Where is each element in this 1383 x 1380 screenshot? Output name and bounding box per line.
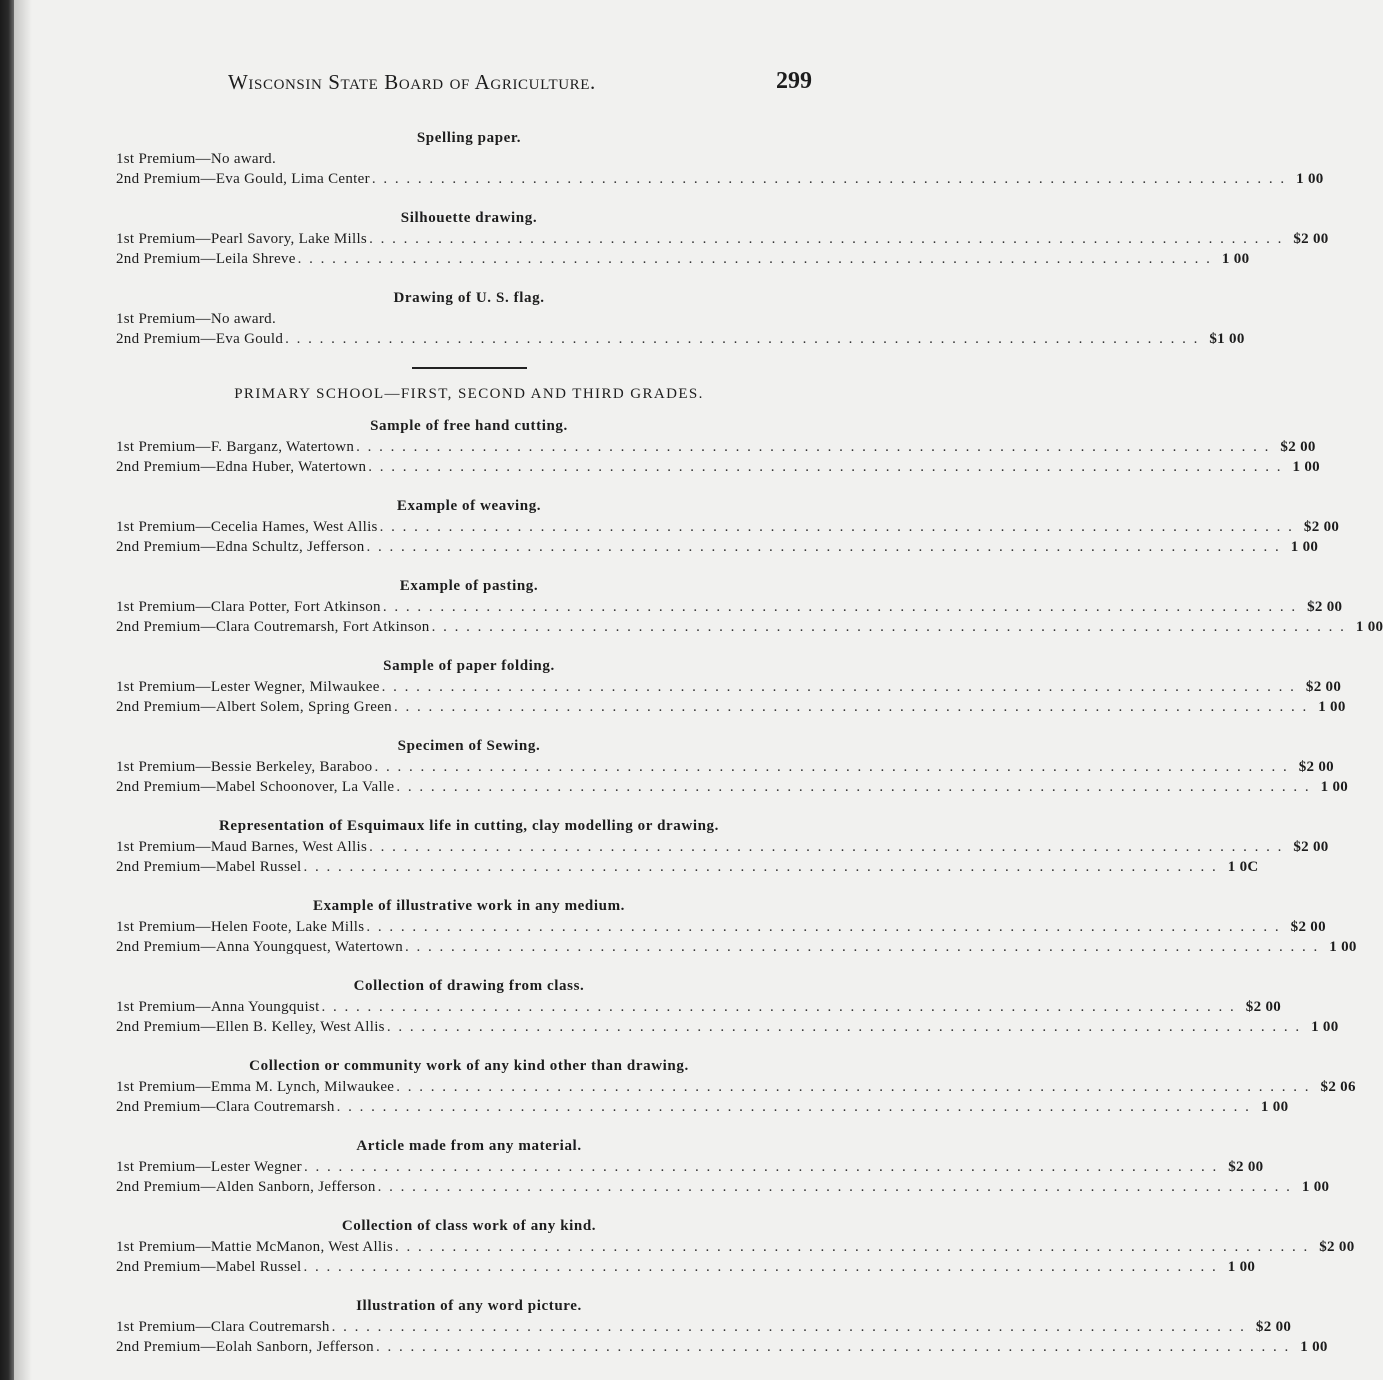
premium-entry [116,457,1320,477]
section-title: Drawing of U. S. flag. [393,290,545,306]
book-spine-shadow [0,0,14,1380]
premium-entry [116,329,1245,349]
leader-dots: . . . . . . . . . . . . . . . . . . . . . . . . . . . . . . . . . . . . . . . . . . . . . . . . . . . . . . . . . . . . . . . . . . . . . . . . . . . . . . . . [356,439,1271,455]
premium-entry [116,437,1316,457]
premium-label: 1st Premium—Clara Potter, Fort Atkinson [116,599,381,615]
premium-entry [116,309,822,329]
section-title: Example of pasting. [399,578,539,594]
leader-dots: . . . . . . . . . . . . . . . . . . . . . . . . . . . . . . . . . . . . . . . . . . . . . . . . . . . . . . . . . . . . . . . . . . . . . . . . . . . . . . . . [396,1079,1311,1095]
leader-dots: . . . . . . . . . . . . . . . . . . . . . . . . . . . . . . . . . . . . . . . . . . . . . . . . . . . . . . . . . . . . . . . . . . . . . . . . . . . . . . . . [381,679,1296,695]
premium-entry [116,229,1329,249]
leader-dots: . . . . . . . . . . . . . . . . . . . . . . . . . . . . . . . . . . . . . . . . . . . . . . . . . . . . . . . . . . . . . . . . . . . . . . . . . . . . . . . . [379,519,1294,535]
premium-label: 1st Premium—Helen Foote, Lake Mills [116,919,365,935]
gutter-shadow [14,0,32,1380]
premium-amount: 1 00 [1260,1099,1289,1115]
premium-label: 1st Premium—Emma M. Lynch, Milwaukee [116,1079,395,1095]
leader-dots: . . . . . . . . . . . . . . . . . . . . . . . . . . . . . . . . . . . . . . . . . . . . . . . . . . . . . . . . . . . . . . . . . . . . . . . . . . . . . . . . [377,1179,1292,1195]
premium-entry [116,149,822,169]
section-title: Collection or community work of any kind other than drawing. [249,1058,689,1074]
leader-dots: . . . . . . . . . . . . . . . . . . . . . . . . . . . . . . . . . . . . . . . . . . . . . . . . . . . . . . . . . . . . . . . . . . . . . . . . . . . . . . . . [297,251,1212,267]
premium-amount: 1 00 [1320,779,1349,795]
premium-amount: 1 00 [1300,1339,1328,1355]
premium-amount: 1 00 [1292,459,1320,475]
grade-heading: PRIMARY SCHOOL—FIRST, SECOND AND THIRD GRADES. [234,386,704,402]
premium-amount: $1 00 [1209,331,1245,347]
premium-label: 1st Premium—Mattie McManon, West Allis [116,1239,393,1255]
sections-before-rule [116,127,1329,349]
premium-section [116,207,1329,269]
section-title: Representation of Esquimaux life in cutting, clay modelling or drawing. [219,818,719,834]
premium-section [116,415,1320,477]
premium-entry [116,1317,1292,1337]
leader-dots: . . . . . . . . . . . . . . . . . . . . . . . . . . . . . . . . . . . . . . . . . . . . . . . . . . . . . . . . . . . . . . . . . . . . . . . . . . . . . . . . [382,599,1298,615]
premium-section [116,575,1383,637]
section-title: Spelling paper. [416,130,522,146]
premium-label: 1st Premium—Lester Wegner, Milwaukee [116,679,380,695]
premium-label: 1st Premium—Clara Coutremarsh [116,1319,330,1335]
premium-label: 1st Premium—Bessie Berkeley, Baraboo [116,759,373,775]
premium-label: 1st Premium—No award. [116,311,277,327]
section-title: Silhouette drawing. [400,210,538,226]
premium-entry [116,1077,1356,1097]
premium-entry [116,937,1357,957]
premium-entry [116,537,1319,557]
premium-amount: $2 00 [1290,919,1326,935]
premium-entry [116,757,1334,777]
section-title: Sample of paper folding. [383,658,555,674]
premium-entry [116,1017,1339,1037]
leader-dots: . . . . . . . . . . . . . . . . . . . . . . . . . . . . . . . . . . . . . . . . . . . . . . . . . . . . . . . . . . . . . . . . . . . . . . . . . . . . . . . . [431,619,1346,635]
premium-section [116,895,1357,957]
premium-amount: 1 00 [1301,1179,1330,1195]
premium-entry [116,517,1340,537]
premium-amount: $2 00 [1293,231,1329,247]
premium-label: 1st Premium—Maud Barnes, West Allis [116,839,368,855]
premium-label: 2nd Premium—Clara Coutremarsh, Fort Atkinson [116,619,430,635]
leader-dots: . . . . . . . . . . . . . . . . . . . . . . . . . . . . . . . . . . . . . . . . . . . . . . . . . . . . . . . . . . . . . . . . . . . . . . . . . . . . . . . . [369,839,1284,855]
premium-entry [116,1157,1264,1177]
leader-dots: . . . . . . . . . . . . . . . . . . . . . . . . . . . . . . . . . . . . . . . . . . . . . . . . . . . . . . . . . . . . . . . . . . . . . . . . . . . . . . . . [368,459,1283,475]
section-title: Sample of free hand cutting. [370,418,568,434]
premium-amount: 1 00 [1318,699,1346,715]
premium-amount: 1 00 [1290,539,1319,555]
running-head: Wisconsin State Board of Agriculture. [228,70,596,94]
premium-entry [116,1237,1355,1257]
premium-entry [116,1177,1330,1197]
premium-label: 1st Premium—Cecelia Hames, West Allis [116,519,378,535]
premium-amount: $2 00 [1280,439,1316,455]
premium-section [116,1215,1355,1277]
premium-section [116,127,1324,189]
premium-entry [116,837,1329,857]
premium-entry [116,169,1324,189]
premium-label: 2nd Premium—Eva Gould [116,331,284,347]
premium-section [116,655,1346,717]
premium-label: 1st Premium—Lester Wegner [116,1159,302,1175]
premium-amount: 1 00 [1355,619,1383,635]
section-title: Specimen of Sewing. [397,738,541,754]
premium-entry [116,617,1383,637]
premium-entry [116,857,1259,877]
leader-dots: . . . . . . . . . . . . . . . . . . . . . . . . . . . . . . . . . . . . . . . . . . . . . . . . . . . . . . . . . . . . . . . . . . . . . . . . . . . . . . . . [369,231,1284,247]
premium-label: 2nd Premium—Mabel Russel [116,1259,302,1275]
premium-entry [116,597,1343,617]
leader-dots: . . . . . . . . . . . . . . . . . . . . . . . . . . . . . . . . . . . . . . . . . . . . . . . . . . . . . . . . . . . . . . . . . . . . . . . . . . . . . . . . [303,1159,1219,1175]
premium-amount: 1 00 [1221,251,1250,267]
section-title: Illustration of any word picture. [356,1298,582,1314]
premium-amount: 1 00 [1296,171,1324,187]
leader-dots: . . . . . . . . . . . . . . . . . . . . . . . . . . . . . . . . . . . . . . . . . . . . . . . . . . . . . . . . . . . . . . . . . . . . . . . . . . . . . . . . [376,1339,1291,1355]
leader-dots: . . . . . . . . . . . . . . . . . . . . . . . . . . . . . . . . . . . . . . . . . . . . . . . . . . . . . . . . . . . . . . . . . . . . . . . . . . . . . . . . [285,331,1200,347]
section-title: Collection of drawing from class. [353,978,585,994]
premium-label: 2nd Premium—Eva Gould, Lima Center [116,171,370,187]
leader-dots: . . . . . . . . . . . . . . . . . . . . . . . . . . . . . . . . . . . . . . . . . . . . . . . . . . . . . . . . . . . . . . . . . . . . . . . . . . . . . . . . [405,939,1320,955]
premium-section [116,815,1329,877]
leader-dots: . . . . . . . . . . . . . . . . . . . . . . . . . . . . . . . . . . . . . . . . . . . . . . . . . . . . . . . . . . . . . . . . . . . . . . . . . . . . . . . . [366,919,1281,935]
premium-label: 2nd Premium—Edna Schultz, Jefferson [116,539,365,555]
premium-section [116,1055,1356,1117]
page-number: 299 [776,68,812,94]
leader-dots: . . . . . . . . . . . . . . . . . . . . . . . . . . . . . . . . . . . . . . . . . . . . . . . . . . . . . . . . . . . . . . . . . . . . . . . . . . . . . . . . [395,1239,1310,1255]
section-title: Article made from any material. [356,1138,582,1154]
leader-dots: . . . . . . . . . . . . . . . . . . . . . . . . . . . . . . . . . . . . . . . . . . . . . . . . . . . . . . . . . . . . . . . . . . . . . . . . . . . . . . . . [393,699,1309,715]
premium-entry [116,777,1349,797]
leader-dots: . . . . . . . . . . . . . . . . . . . . . . . . . . . . . . . . . . . . . . . . . . . . . . . . . . . . . . . . . . . . . . . . . . . . . . . . . . . . . . . . [321,999,1236,1015]
section-title: Collection of class work of any kind. [341,1218,597,1234]
leader-dots: . . . . . . . . . . . . . . . . . . . . . . . . . . . . . . . . . . . . . . . . . . . . . . . . . . . . . . . . . . . . . . . . . . . . . . . . . . . . . . . . [374,759,1289,775]
leader-dots: . . . . . . . . . . . . . . . . . . . . . . . . . . . . . . . . . . . . . . . . . . . . . . . . . . . . . . . . . . . . . . . . . . . . . . . . . . . . . . . . [336,1099,1251,1115]
premium-section [116,495,1340,557]
premium-label: 1st Premium—Pearl Savory, Lake Mills [116,231,368,247]
leader-dots: . . . . . . . . . . . . . . . . . . . . . . . . . . . . . . . . . . . . . . . . . . . . . . . . . . . . . . . . . . . . . . . . . . . . . . . . . . . . . . . . [303,859,1218,875]
premium-section [116,1135,1330,1197]
premium-entry [116,249,1250,269]
premium-amount: $2 00 [1319,1239,1355,1255]
premium-label: 2nd Premium—Albert Solem, Spring Green [116,699,392,715]
premium-entry [116,1097,1289,1117]
premium-label: 2nd Premium—Eolah Sanborn, Jefferson [116,1339,374,1355]
premium-amount: $2 00 [1228,1159,1264,1175]
premium-label: 2nd Premium—Alden Sanborn, Jefferson [116,1179,376,1195]
premium-label: 2nd Premium—Leila Shreve [116,251,296,267]
leader-dots: . . . . . . . . . . . . . . . . . . . . . . . . . . . . . . . . . . . . . . . . . . . . . . . . . . . . . . . . . . . . . . . . . . . . . . . . . . . . . . . . [331,1319,1246,1335]
sections-after-rule [116,415,1383,1357]
premium-label: 2nd Premium—Edna Huber, Watertown [116,459,367,475]
premium-label: 2nd Premium—Ellen B. Kelley, West Allis [116,1019,385,1035]
premium-amount: $2 00 [1255,1319,1292,1335]
section-title: Example of weaving. [396,498,542,514]
premium-entry [116,677,1342,697]
premium-entry [116,997,1282,1017]
leader-dots: . . . . . . . . . . . . . . . . . . . . . . . . . . . . . . . . . . . . . . . . . . . . . . . . . . . . . . . . . . . . . . . . . . . . . . . . . . . . . . . . [303,1259,1218,1275]
page-body [116,127,1383,1375]
premium-amount: $2 00 [1307,599,1343,615]
premium-amount: 1 00 [1227,1259,1256,1275]
premium-amount: $2 06 [1320,1079,1356,1095]
premium-label: 2nd Premium—Clara Coutremarsh [116,1099,335,1115]
premium-label: 1st Premium—Anna Youngquist [116,999,320,1015]
leader-dots: . . . . . . . . . . . . . . . . . . . . . . . . . . . . . . . . . . . . . . . . . . . . . . . . . . . . . . . . . . . . . . . . . . . . . . . . . . . . . . . . [396,779,1311,795]
premium-section [116,735,1349,797]
section-title: Example of illustrative work in any medium. [312,898,626,914]
leader-dots: . . . . . . . . . . . . . . . . . . . . . . . . . . . . . . . . . . . . . . . . . . . . . . . . . . . . . . . . . . . . . . . . . . . . . . . . . . . . . . . . [366,539,1281,555]
premium-amount: $2 00 [1293,839,1329,855]
premium-entry [116,697,1346,717]
premium-label: 2nd Premium—Anna Youngquest, Watertown [116,939,403,955]
premium-entry [116,1257,1256,1277]
premium-amount: 1 0C [1227,859,1259,875]
premium-amount: $2 00 [1298,759,1334,775]
premium-label: 2nd Premium—Mabel Russel [116,859,302,875]
premium-amount: $2 00 [1303,519,1340,535]
premium-amount: 1 00 [1311,1019,1339,1035]
premium-amount: $2 00 [1305,679,1342,695]
premium-section [116,975,1339,1037]
premium-label: 2nd Premium—Mabel Schoonover, La Valle [116,779,395,795]
leader-dots: . . . . . . . . . . . . . . . . . . . . . . . . . . . . . . . . . . . . . . . . . . . . . . . . . . . . . . . . . . . . . . . . . . . . . . . . . . . . . . . . [371,171,1287,187]
premium-amount: 1 00 [1329,939,1357,955]
premium-amount: $2 00 [1245,999,1282,1015]
premium-section [116,287,1245,349]
premium-label: 1st Premium—F. Barganz, Watertown [116,439,355,455]
premium-entry [116,917,1326,937]
premium-entry [116,1337,1328,1357]
leader-dots: . . . . . . . . . . . . . . . . . . . . . . . . . . . . . . . . . . . . . . . . . . . . . . . . . . . . . . . . . . . . . . . . . . . . . . . . . . . . . . . . [386,1019,1302,1035]
section-divider-rule [412,367,527,369]
premium-section [116,1295,1328,1357]
premium-label: 1st Premium—No award. [116,151,277,167]
